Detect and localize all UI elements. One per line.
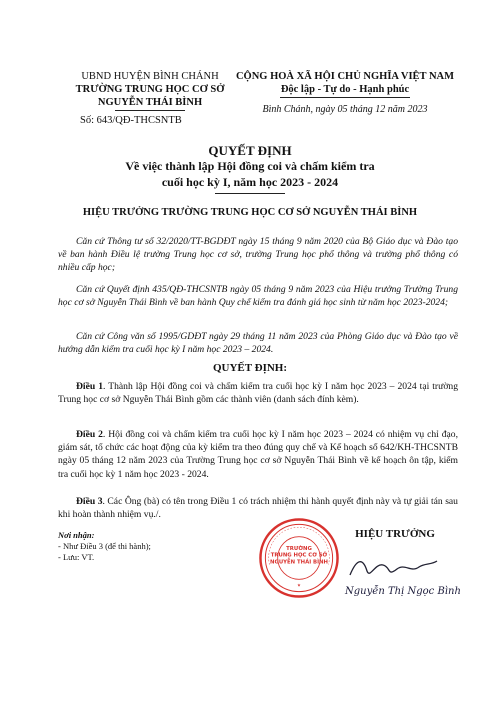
- svg-text:TRUNG HỌC CƠ SỞ: TRUNG HỌC CƠ SỞ: [270, 552, 328, 559]
- article-2-text: . Hội đồng coi và chấm kiểm tra cuối học kỳ I năm học 2023 – 2024 có nhiệm vụ chỉ đạo, giám sát, tổ chức các hoạt động của kỳ kiểm tra theo đúng quy chế và Kế hoạch số 642/KH-THCSNTB ngày 05 tháng 12 năm 2023 của Trường Trung học cơ sở Nguyễn Thái Bình về kế hoạch ôn tập, kiểm tra cuối học kỳ 1 năm học 2023 - 2024.: [58, 429, 458, 480]
- basis-2: Căn cứ Quyết định 435/QĐ-THCSNTB ngày 05 tháng 9 năm 2023 của Hiệu trưởng Trường Trung học cơ sở Nguyễn Thái Bình về ban hành Quy chế kiểm tra đánh giá học sinh từ năm học 2023-2024;: [58, 284, 458, 309]
- handwritten-signature-icon: [345, 555, 440, 581]
- title-subject-line1: Về việc thành lập Hội đồng coi và chấm kiểm tra: [125, 159, 375, 173]
- title-underline: [215, 193, 285, 194]
- recipients-heading: Nơi nhận:: [58, 530, 95, 540]
- recipients-block: [58, 530, 208, 563]
- basis-1: Căn cứ Thông tư số 32/2020/TT-BGDĐT ngày 15 tháng 9 năm 2020 của Bộ Giáo dục và Đào tạo về ban hành Điều lệ trường Trung học cơ sở, trường Trung học phổ thông và trường phổ thông có nhiều cấp học;: [58, 236, 458, 274]
- article-3-text: . Các Ông (bà) có tên trong Điều 1 có trách nhiệm thi hành quyết định này và tự giải tán sau khi hoàn thành nhiệm vụ./.: [58, 496, 458, 521]
- issuer-block: [60, 70, 240, 127]
- article-2: [58, 428, 458, 481]
- svg-text:★: ★: [297, 582, 301, 588]
- motto: Độc lập - Tự do - Hạnh phúc: [280, 84, 410, 95]
- signer-title: HIỆU TRƯỞNG: [355, 528, 435, 540]
- article-1-text: . Thành lập Hội đồng coi và chấm kiểm tra cuối học kỳ I năm học 2023 – 2024 tại trường Trung học cơ sở Nguyễn Thái Bình gồm các thành viên (danh sách đính kèm).: [58, 381, 458, 406]
- recipient-item: - Lưu: VT.: [58, 552, 95, 562]
- svg-text:NGUYỄN THÁI BÌNH: NGUYỄN THÁI BÌNH: [270, 559, 328, 566]
- signer-name: Nguyễn Thị Ngọc Bình: [345, 586, 461, 597]
- authority-line: HIỆU TRƯỞNG TRƯỜNG TRUNG HỌC CƠ SỞ NGUYỄN THÁI BÌNH: [82, 207, 418, 218]
- svg-text:TRƯỜNG: TRƯỜNG: [286, 545, 312, 552]
- article-2-label: Điều 2: [76, 429, 103, 440]
- basis-3: Căn cứ Công văn số 1995/GDĐT ngày 29 tháng 11 năm 2023 của Phòng Giáo dục và Đào tạo về hướng dẫn kiểm tra cuối học kỳ I năm học 2023 – 2024.: [58, 331, 458, 356]
- official-seal-icon: [258, 517, 340, 599]
- decide-heading: QUYẾT ĐỊNH:: [212, 362, 288, 374]
- article-1: [58, 380, 458, 406]
- issuer-school-line1: TRƯỜNG TRUNG HỌC CƠ SỞ: [75, 84, 225, 95]
- country-name: CỘNG HOÀ XÃ HỘI CHỦ NGHĨA VIỆT NAM: [235, 71, 455, 82]
- issue-date: Bình Chánh, ngày 05 tháng 12 năm 2023: [262, 104, 428, 115]
- issuer-authority: UBND HUYỆN BÌNH CHÁNH: [81, 71, 219, 82]
- national-motto-block: [225, 70, 465, 116]
- article-1-label: Điều 1: [76, 381, 103, 392]
- article-3-label: Điều 3: [76, 496, 103, 507]
- document-title: QUYẾT ĐỊNH: [208, 143, 292, 158]
- recipient-item: - Như Điều 3 (để thi hành);: [58, 541, 151, 551]
- motto-underline: [280, 97, 410, 98]
- issuer-underline: [115, 110, 185, 111]
- document-number: Số: 643/QĐ-THCSNTB: [80, 115, 182, 126]
- title-subject-line2: cuối học kỳ I, năm học 2023 - 2024: [161, 175, 339, 189]
- issuer-school-line2: NGUYỄN THÁI BÌNH: [97, 97, 203, 108]
